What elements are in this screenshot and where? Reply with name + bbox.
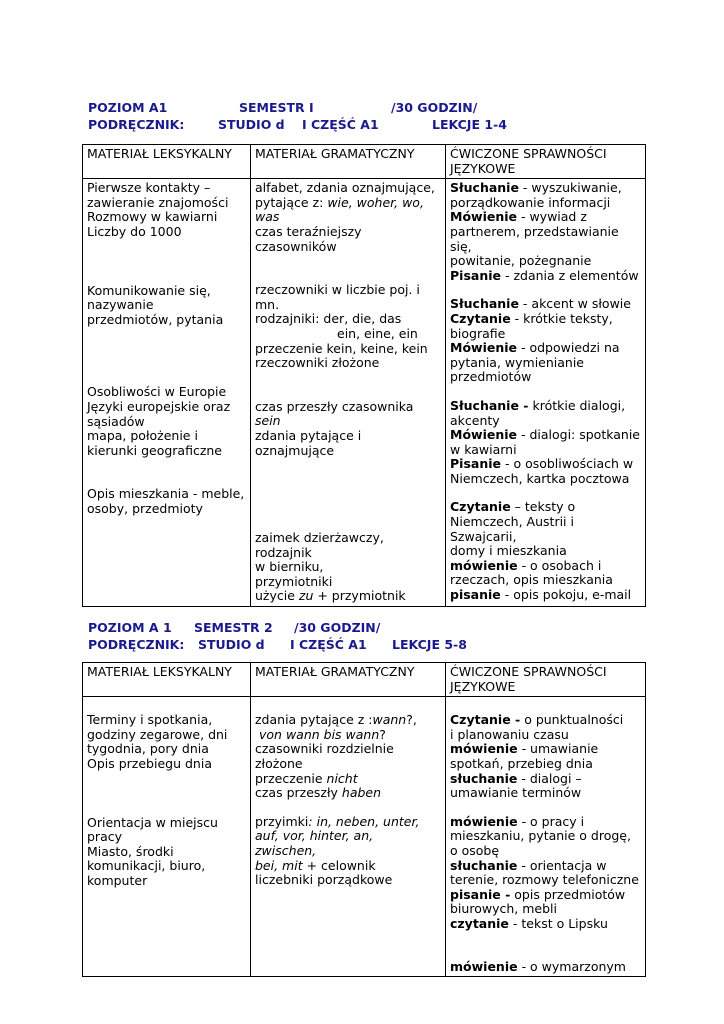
section1-header (88, 100, 608, 134)
german-words: zwischen, (255, 842, 317, 858)
text-line (255, 786, 441, 801)
skill-name: mówienie (450, 813, 518, 829)
text-line (450, 772, 641, 787)
text-fragment: ? (379, 726, 386, 742)
table-header-row (83, 145, 646, 179)
skill-desc: - orientacja w (517, 857, 607, 873)
text-line (450, 370, 641, 385)
text-line (450, 873, 641, 888)
skill-desc: pytania, wymienianie (450, 354, 584, 370)
german-words: wie, woher, wo, (327, 194, 424, 210)
german-words: von wann bis wann (259, 726, 380, 742)
text-line: zawieranie znajomości (87, 194, 229, 210)
text-line (450, 428, 641, 443)
text-line: mn. (255, 296, 280, 312)
text-line (450, 210, 641, 225)
skill-name: słuchanie (450, 857, 518, 873)
skills-cell (446, 697, 646, 977)
german-words: zu (298, 588, 314, 604)
text-line: mapa, położenie i (87, 428, 198, 444)
column-header-skills: ĆWICZONE SPRAWNOŚCI JĘZYKOWE (446, 663, 646, 697)
text-line (255, 844, 441, 859)
skill-desc: - krótkie teksty, (510, 310, 613, 326)
lexical-cell (83, 179, 251, 607)
skill-desc: umawianie terminów (450, 785, 582, 801)
text-line: Opis przebiegu dnia (87, 755, 212, 771)
text-line (255, 589, 441, 604)
textbook-name: STUDIO d (218, 117, 285, 132)
skill-desc: przedmiotów (450, 369, 532, 385)
text-fragment: przyimki (255, 813, 309, 829)
column-header-grammar: MATERIAŁ GRAMATYCZNY (251, 145, 446, 179)
text-line (255, 859, 441, 874)
curriculum-table-1 (82, 144, 646, 607)
skill-desc: - odpowiedzi na (517, 340, 620, 356)
text-line (450, 356, 641, 371)
skill-desc: - o wymarzonym (517, 958, 626, 974)
text-fragment: pytające z: (255, 194, 328, 210)
text-line: liczebniki porządkowe (255, 872, 393, 888)
text-line (450, 559, 641, 574)
level-label: POZIOM A 1 (88, 620, 172, 635)
skill-desc: opis przedmiotów (510, 886, 626, 902)
text-line (450, 786, 641, 801)
grammar-cell (251, 697, 446, 977)
skill-name: Pisanie (450, 267, 501, 283)
text-line (450, 181, 641, 196)
skill-desc: - dialogi – (517, 770, 582, 786)
text-line (255, 713, 441, 728)
text-line: pracy (87, 829, 123, 845)
text-line (450, 297, 641, 312)
skill-desc: partnerem, przedstawianie się, (450, 223, 619, 254)
text-line (450, 500, 641, 515)
skill-desc: - o osobliwościach w (500, 456, 634, 472)
text-line (255, 210, 441, 225)
text-line (255, 728, 441, 743)
german-words: was (255, 209, 280, 225)
german-words: bei, mit (255, 857, 303, 873)
skill-name: Słuchanie (450, 296, 519, 312)
text-line (450, 960, 641, 975)
skill-desc: spotkań, przebieg dnia (450, 755, 593, 771)
skill-desc: o osobę (450, 842, 500, 858)
text-line (450, 269, 641, 284)
german-words: nicht (326, 770, 358, 786)
text-line (450, 254, 641, 269)
skill-name: Czytanie (450, 310, 511, 326)
text-line: czas teraźniejszy (255, 223, 362, 239)
skill-desc: terenie, rozmowy telefoniczne (450, 872, 639, 888)
text-fragment: przeczenie (255, 770, 327, 786)
skill-desc: rzeczach, opis mieszkania (450, 572, 613, 588)
text-line (450, 588, 641, 603)
text-line: Liczby do 1000 (87, 223, 182, 239)
column-header-grammar: MATERIAŁ GRAMATYCZNY (251, 663, 446, 697)
text-line (450, 728, 641, 743)
text-line (255, 815, 441, 830)
text-fragment: czas przeszły (255, 785, 342, 801)
text-line (450, 341, 641, 356)
text-line: kierunki geograficzne (87, 442, 222, 458)
text-line (450, 530, 641, 545)
text-line: komputer (87, 872, 148, 888)
hours-label: /30 GODZIN/ (391, 100, 478, 115)
skill-name: pisanie (450, 587, 501, 603)
lessons-label: LEKCJE 5-8 (392, 637, 467, 652)
skill-desc: Szwajcarii, (450, 528, 517, 544)
text-line (450, 844, 641, 859)
curriculum-table-2 (82, 662, 646, 977)
skill-desc: i planowaniu czasu (450, 726, 569, 742)
text-line: zaimek dzierżawczy, rodzajnik (255, 530, 384, 560)
table-row (83, 179, 646, 607)
text-line (255, 772, 441, 787)
part-label: I CZĘŚĆ A1 (302, 117, 379, 132)
skill-desc: - tekst o Lipsku (508, 915, 608, 931)
text-line: sąsiadów (87, 413, 145, 429)
skill-desc: - akcent w słowie (518, 296, 631, 312)
skill-desc: Niemczech, kartka pocztowa (450, 470, 630, 486)
text-line (450, 327, 641, 342)
text-line (450, 902, 641, 917)
skill-desc: - o osobach i (517, 557, 602, 573)
hours-label: /30 GODZIN/ (294, 620, 381, 635)
skill-desc: - opis pokoju, e-mail (500, 587, 632, 603)
skill-name: mówienie (450, 557, 518, 573)
textbook-label: PODRĘCZNIK: (88, 117, 185, 132)
text-line: komunikacji, biuro, (87, 858, 206, 874)
text-line: osoby, przedmioty (87, 500, 203, 516)
skill-desc: mieszkaniu, pytanie o drogę, (450, 828, 631, 844)
text-line: Języki europejskie oraz (87, 398, 231, 414)
text-fragment: czas przeszły czasownika (255, 398, 414, 414)
skill-desc: porządkowanie informacji (450, 194, 611, 210)
german-words: : in, neben, unter, (308, 813, 420, 829)
text-line: w bierniku, (255, 559, 324, 575)
skill-desc: - wyszukiwanie, (518, 180, 622, 196)
text-line: rzeczowniki złożone (255, 355, 380, 371)
level-label: POZIOM A1 (88, 100, 168, 115)
text-line: ein, eine, ein (337, 325, 418, 341)
skill-name: Mówienie (450, 209, 517, 225)
skill-name: mówienie (450, 958, 518, 974)
skill-desc: o punktualności (520, 712, 624, 728)
text-line: tygodnia, pory dnia (87, 741, 209, 757)
skill-desc: - zdania z elementów (500, 267, 639, 283)
skill-name: mówienie (450, 741, 518, 757)
text-line: nazywanie (87, 297, 154, 313)
text-line (450, 888, 641, 903)
text-line (450, 472, 641, 487)
text-fragment: użycie (255, 588, 299, 604)
skill-desc: - wywiad z (517, 209, 587, 225)
skill-desc: krótkie dialogi, (528, 397, 626, 413)
text-line (450, 312, 641, 327)
text-line: przeczenie kein, keine, kein (255, 340, 428, 356)
skill-desc: - dialogi: spotkanie (517, 427, 640, 443)
text-fragment: ?, (406, 712, 417, 728)
text-fragment: + celownik (302, 857, 376, 873)
text-line: rodzajniki: der, die, das (255, 311, 402, 327)
lessons-label: LEKCJE 1-4 (432, 117, 507, 132)
column-header-skills: ĆWICZONE SPRAWNOŚCI JĘZYKOWE (446, 145, 646, 179)
text-line: przedmiotów, pytania (87, 311, 224, 327)
skill-desc: w kawiarni (450, 441, 517, 457)
semester-label: SEMESTR 2 (194, 620, 273, 635)
german-words: auf, vor, hinter, an, (255, 828, 374, 844)
section2-header (88, 620, 608, 654)
text-line (450, 399, 641, 414)
text-line (450, 859, 641, 874)
text-line: Osobliwości w Europie (87, 384, 227, 400)
text-line: alfabet, zdania oznajmujące, (255, 180, 435, 196)
skill-desc: - umawianie (517, 741, 599, 757)
text-line: przymiotniki (255, 573, 333, 589)
text-line (450, 196, 641, 211)
text-line: czasowników (255, 238, 337, 254)
text-line (450, 515, 641, 530)
text-line (450, 815, 641, 830)
text-line: Rozmowy w kawiarni (87, 209, 218, 225)
semester-label: SEMESTR I (239, 100, 314, 115)
column-header-lexical: MATERIAŁ LEKSYKALNY (83, 663, 251, 697)
text-fragment: zdania pytające z : (255, 712, 373, 728)
skill-desc: Niemczech, Austrii i (450, 514, 574, 530)
text-line (450, 917, 641, 932)
skill-name: słuchanie (450, 770, 518, 786)
part-label: I CZĘŚĆ A1 (290, 637, 367, 652)
skills-cell (446, 179, 646, 607)
skill-name: Słuchanie (450, 180, 519, 196)
german-words: wann (372, 712, 407, 728)
skill-name: Pisanie (450, 456, 501, 472)
text-line (450, 443, 641, 458)
text-line (450, 757, 641, 772)
german-words: sein (255, 413, 281, 429)
skill-name: czytanie (450, 915, 509, 931)
skill-desc: domy i mieszkania (450, 543, 567, 559)
skill-desc: - o pracy i (517, 813, 585, 829)
text-line (450, 225, 641, 254)
lexical-cell (83, 697, 251, 977)
skill-name: Słuchanie - (450, 397, 529, 413)
text-line (255, 196, 441, 211)
text-line (450, 713, 641, 728)
text-line (255, 829, 441, 844)
column-header-lexical: MATERIAŁ LEKSYKALNY (83, 145, 251, 179)
textbook-name: STUDIO d (198, 637, 265, 652)
skill-desc: biografie (450, 325, 506, 341)
text-line (450, 742, 641, 757)
text-line: zdania pytające i oznajmujące (255, 427, 362, 458)
text-line: złożone (255, 755, 303, 771)
text-line (450, 573, 641, 588)
text-line: Komunikowanie się, (87, 282, 211, 298)
table-header-row (83, 663, 646, 697)
skill-name: Czytanie (450, 499, 511, 515)
skill-name: Czytanie - (450, 712, 521, 728)
text-line (450, 457, 641, 472)
german-words: haben (341, 785, 382, 801)
text-line: czasowniki rozdzielnie (255, 741, 394, 757)
skill-desc: – teksty o (510, 499, 576, 515)
text-line (450, 544, 641, 559)
text-line: Pierwsze kontakty – (87, 180, 211, 196)
grammar-cell (251, 179, 446, 607)
text-line: godziny zegarowe, dni (87, 726, 228, 742)
text-line: Miasto, środki (87, 843, 174, 859)
skill-desc: akcenty (450, 412, 500, 428)
skill-name: Mówienie (450, 340, 517, 356)
text-line (450, 829, 641, 844)
skill-desc: powitanie, pożegnanie (450, 253, 592, 269)
skill-desc: biurowych, mebli (450, 901, 557, 917)
skill-name: Mówienie (450, 427, 517, 443)
skill-name: pisanie - (450, 886, 511, 902)
table-row (83, 697, 646, 977)
text-line: Opis mieszkania - meble, (87, 486, 245, 502)
text-line (450, 414, 641, 429)
text-line: Orientacja w miejscu (87, 814, 218, 830)
textbook-label: PODRĘCZNIK: (88, 637, 185, 652)
text-line (255, 400, 441, 429)
text-line: Terminy i spotkania, (87, 712, 213, 728)
text-line: rzeczowniki w liczbie poj. i (255, 282, 420, 298)
text-fragment: + przymiotnik (313, 588, 406, 604)
